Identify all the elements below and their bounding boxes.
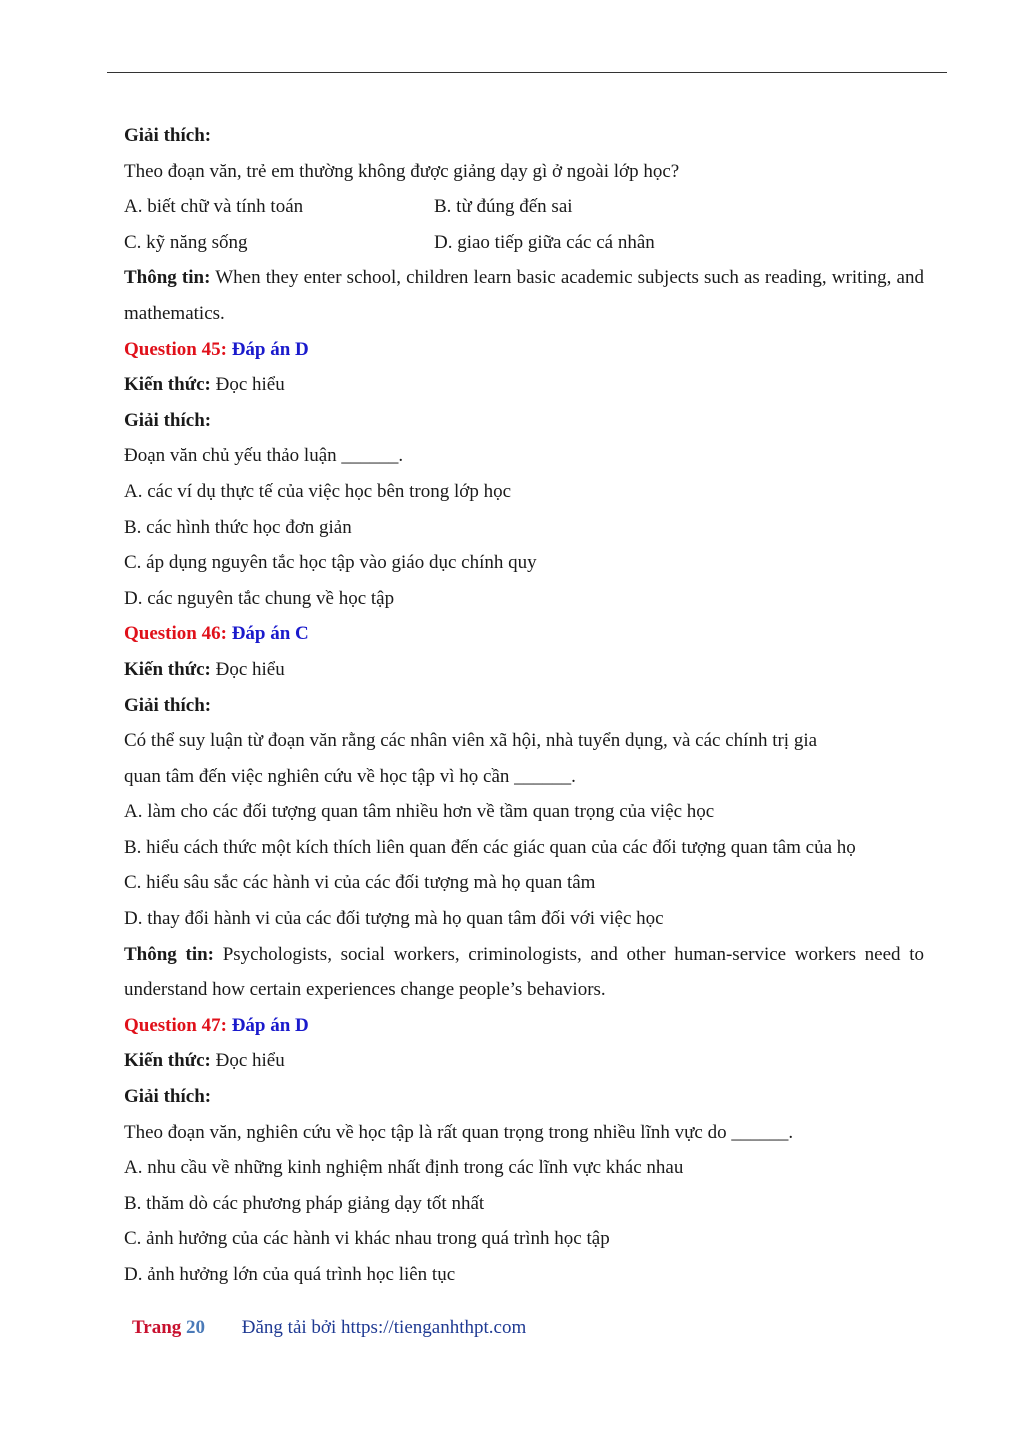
footer-page-label: Trang — [132, 1317, 182, 1338]
q44-info — [124, 260, 924, 331]
q45-question: Đoạn văn chủ yếu thảo luận ______. — [124, 445, 404, 467]
q46-question-line-1: Có thể suy luận từ đoạn văn rằng các nhân viên xã hội, nhà tuyển dụng, và các chính trị gia — [124, 730, 818, 752]
q47-option-c: C. ảnh hưởng của các hành vi khác nhau trong quá trình học tập — [124, 1228, 610, 1250]
q46-knowledge — [124, 652, 924, 688]
q44-option-c: C. kỹ năng sống — [124, 231, 248, 253]
q47-label: Question 47: — [124, 1014, 227, 1036]
q44-option-d: D. giao tiếp giữa các cá nhân — [434, 231, 655, 253]
q47-answer: Đáp án D — [231, 1014, 309, 1036]
q45-option-a: A. các ví dụ thực tế của việc học bên trong lớp học — [124, 480, 512, 502]
header-rule — [107, 72, 947, 73]
q45-heading — [124, 332, 924, 368]
q47-knowledge-value: Đọc hiểu — [215, 1050, 285, 1072]
q44-explain-label: Giải thích: — [124, 125, 212, 146]
q46-knowledge-value: Đọc hiểu — [215, 658, 285, 680]
q45-answer: Đáp án D — [231, 338, 309, 360]
q46-info-text: Psychologists, social workers, criminologists, and other human-service workers need to understand how certain experiences change people’s behaviors. — [124, 943, 925, 1001]
footer-page-number: 20 — [186, 1317, 206, 1338]
q45-label: Question 45: — [124, 338, 227, 360]
q47-explain-label: Giải thích: — [124, 1086, 212, 1108]
q46-info-label: Thông tin: — [124, 943, 214, 965]
q46-answer: Đáp án C — [231, 623, 309, 645]
q46-option-c: C. hiểu sâu sắc các hành vi của các đối tượng mà họ quan tâm — [124, 872, 596, 894]
q45-knowledge-label: Kiến thức: — [124, 374, 211, 396]
page-content — [124, 118, 924, 1293]
q45-option-d: D. các nguyên tắc chung về học tập — [124, 587, 395, 609]
q47-option-a: A. nhu cầu về những kinh nghiệm nhất định trong các lĩnh vực khác nhau — [124, 1157, 684, 1179]
q47-option-b: B. thăm dò các phương pháp giảng dạy tốt nhất — [124, 1192, 485, 1214]
q47-question: Theo đoạn văn, nghiên cứu về học tập là rất quan trọng trong nhiều lĩnh vực do ______. — [124, 1121, 794, 1143]
q44-option-b: B. từ đúng đến sai — [434, 196, 573, 218]
q46-explain-label: Giải thích: — [124, 694, 212, 716]
q46-heading — [124, 616, 924, 652]
q45-option-c: C. áp dụng nguyên tắc học tập vào giáo dục chính quy — [124, 552, 537, 574]
q47-option-d: D. ảnh hưởng lớn của quá trình học liên tục — [124, 1264, 456, 1285]
q46-question-line-2: quan tâm đến việc nghiên cứu về học tập vì họ cần ______. — [124, 765, 576, 787]
q44-options-row-2 — [124, 225, 924, 261]
q46-option-d: D. thay đổi hành vi của các đối tượng mà họ quan tâm đối với việc học — [124, 908, 664, 930]
q46-knowledge-label: Kiến thức: — [124, 658, 211, 680]
page-footer — [132, 1312, 526, 1344]
q45-knowledge-value: Đọc hiểu — [215, 374, 285, 396]
q47-knowledge-label: Kiến thức: — [124, 1050, 211, 1072]
q44-options-row-1 — [124, 189, 924, 225]
q45-option-b: B. các hình thức học đơn giản — [124, 516, 352, 538]
q44-option-a: A. biết chữ và tính toán — [124, 196, 304, 218]
q45-knowledge — [124, 367, 924, 403]
q44-info-label: Thông tin: — [124, 267, 211, 289]
q44-question: Theo đoạn văn, trẻ em thường không được giảng dạy gì ở ngoài lớp học? — [124, 160, 680, 182]
q45-explain-label: Giải thích: — [124, 409, 212, 431]
q46-option-a: A. làm cho các đối tượng quan tâm nhiều hơn về tầm quan trọng của việc học — [124, 801, 715, 823]
footer-uploaded-link[interactable]: Đăng tải bởi https://tienganhthpt.com — [241, 1317, 527, 1338]
q44-info-text: When they enter school, children learn basic academic subjects such as reading, writing, and mathematics. — [124, 267, 924, 324]
q47-heading — [124, 1008, 924, 1044]
q46-info — [124, 937, 924, 1008]
q47-knowledge — [124, 1043, 924, 1079]
q46-label: Question 46: — [124, 623, 227, 645]
q46-option-b: B. hiểu cách thức một kích thích liên quan đến các giác quan của các đối tượng quan tâm của họ — [124, 836, 856, 858]
